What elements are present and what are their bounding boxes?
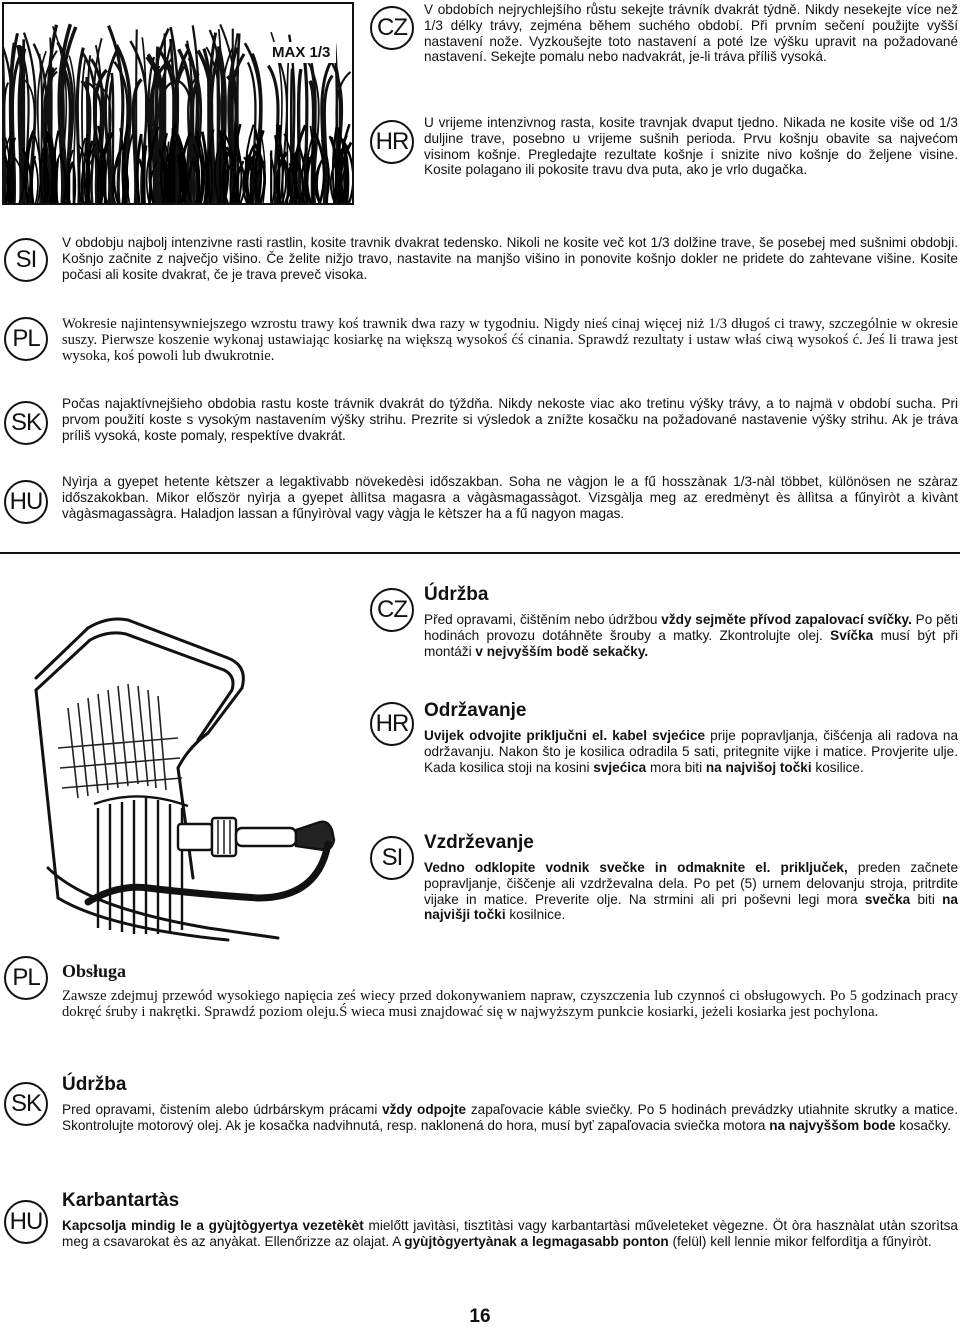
grass-blade bbox=[291, 69, 292, 203]
mowing-text-pl: Wokresie najintensywniejszego wzrostu trawy koś trawnik dwa razy w tygodniu. Nigdy nieś cinaj więcej niż 1/3 długoś ci trawy, szczególnie w okresie suszy. Pierwsze koszenie wykonaj ustawiając kosiarkę na większą wysokoś ćś cinania. Sprawdź rezultaty i ustaw właś ciwą wysokoś ć. Jeś li trawa jest wysoka, koś powoli lub dwukrotnie. bbox=[62, 316, 958, 364]
maintenance-text-sk: Pred opravami, čistením alebo údrbárskym prácami vždy odpojte zapaľovacie káble sviečky. Po 5 hodinách prevádzky utiahnite skrutky a matice. Skontrolujte motorový olej. Ak je kosačka nadvihnutá, resp. naklonená do hora, musí byť zapaľovacia sviečka motora na najvyššom bode kosačky. bbox=[62, 1102, 958, 1133]
lang-badge-hu-maintenance: HU bbox=[4, 1200, 48, 1244]
maintenance-text-pl: Zawsze zdejmuj przewód wysokiego napięcia ześ wiecy przed dokonywaniem napraw, czyszczenia lub czynnoś ci obsługowych. Po 5 godzinach pracy dokręć śruby i nakrętki. Sprawdź poziom oleju.Ś wieca musi znajdować się w najwyższym punkcie kosiarki, jeżeli kosiarka jest pochylona. bbox=[62, 988, 958, 1020]
maintenance-pl bbox=[62, 960, 958, 1020]
lang-badge-sk: SK bbox=[4, 401, 48, 445]
maintenance-text-cz: Před opravami, čištěním nebo údržbou vždy sejměte přívod zapalovací svíčky. Po pěti hodinách provozu dotáhněte šrouby a matky. Zkontrolujte olej. Svíčka musí být při montáži v nejvyšším bodě sekačky. bbox=[424, 612, 958, 659]
maintenance-sk bbox=[62, 1074, 958, 1134]
maintenance-title-cz: Údržba bbox=[424, 584, 489, 605]
maintenance-title-sk: Údržba bbox=[62, 1074, 127, 1095]
grass-blade bbox=[172, 128, 173, 203]
spark-plug-illustration bbox=[28, 568, 358, 948]
mowing-text-hr: U vrijeme intenzivnog rasta, kosite travnjak dvaput tjedno. Nikada ne kosite više od 1/3 duljine trave, posebno u vrijeme sušnih perioda. Prvu košnju obavite sa najvećom visinom košnje. Pregledajte rezultate košnje i snizite nivo košnje do željene visine. Kosite polagano ili pokosite travu dva puta, ako je vrlo dugačka. bbox=[424, 115, 958, 178]
maintenance-hr bbox=[424, 700, 958, 775]
lang-badge-pl-maintenance: PL bbox=[4, 956, 48, 1000]
lang-badge-sk-maintenance: SK bbox=[4, 1082, 48, 1126]
maintenance-cz bbox=[424, 584, 958, 659]
grass-height-figure bbox=[2, 2, 354, 205]
maintenance-title-hr: Održavanje bbox=[424, 700, 527, 721]
section-divider bbox=[0, 552, 960, 554]
mowing-text-si: V obdobju najbolj intenzivne rasti rastlin, kosite travnik dvakrat tedensko. Nikoli ne kosite več kot 1/3 dolžine trave, še posebej med sušnimi obdobji. Košnjo začnite z največjo višino. Če želite nižjo travo, nastavite na manjšo višino in ponovite košnjo dokler ne pridete do zahtevane višine. Kosite počasi ali kosite dvakrat, če je trava preveč visoka. bbox=[62, 235, 958, 282]
lang-badge-cz-maintenance: CZ bbox=[370, 588, 414, 632]
max-one-third-label: MAX 1/3 bbox=[266, 42, 336, 63]
maintenance-title-si: Vzdrževanje bbox=[424, 832, 534, 853]
page-number: 16 bbox=[469, 1306, 491, 1327]
maintenance-hu bbox=[62, 1190, 958, 1250]
maintenance-si bbox=[424, 832, 958, 923]
lang-badge-hu: HU bbox=[4, 480, 48, 524]
lang-badge-si-maintenance: SI bbox=[370, 836, 414, 880]
maintenance-title-hu: Karbantartàs bbox=[62, 1190, 180, 1211]
lang-badge-hr: HR bbox=[370, 120, 414, 164]
maintenance-text-si: Vedno odklopite vodnik svečke in odmaknite el. priključek, preden začnete popravljanje, čiščenje ali vzdrževalna dela. Po pet (5) urnem delovanju stroja, pritrdite vijake in matice. Preverite olje. Na strmini ali pri poševni legi mora svečka biti na najvišji točki kosilnice. bbox=[424, 860, 958, 923]
grass-illustration bbox=[4, 4, 352, 203]
maintenance-title-pl: Obsługa bbox=[62, 961, 127, 981]
mowing-text-sk: Počas najaktívnejšieho obdobia rastu koste trávnik dvakrát do týždňa. Nikdy nekoste viac ako tretinu výšky trávy, a to najmä v období sucha. Pri prvom použití koste s vysokým nastavením výšky strihu. Prezrite si výsledok a znížte kosačku na požadované nastavenie výšky strihu. Ak je tráva príliš vysoká, koste pomaly, respektíve dvakrát. bbox=[62, 396, 958, 443]
maintenance-text-hr: Uvijek odvojite priključni el. kabel svjećice prije popravljanja, čišćenja ali radova na održavanju. Nakon što je kosilica odradila 5 sati, pritegnite vijke i matice. Provjerite ulje. Kada kosilica stoji na kosini svjećica mora biti na najvišoj točki kosilice. bbox=[424, 728, 959, 775]
lang-badge-cz: CZ bbox=[370, 6, 414, 50]
maintenance-text-hu: Kapcsolja mindig le a gyùjtògyertya vezetèkèt mielőtt javìtàsi, tisztìtàsi vagy karbantartàsi műveleteket vègezne. Öt òra hasznàlat utàn szorìtsa meg a csavarokat ès az anyàkat. Ellenőrizze az olajat. A gyùjtògyertyànak a legmagasabb ponton (felül) kell lennie mikor felfordìtja a fűnyìròt. bbox=[62, 1218, 958, 1249]
lang-badge-pl: PL bbox=[4, 317, 48, 361]
grass-blade bbox=[217, 50, 218, 203]
mowing-text-cz: V obdobích nejrychlejšího růstu sekejte trávník dvakrát týdně. Nikdy nesekejte více než 1/3 délky trávy, zejména během suchého období. Při prvním sečení použijte vyšší nastavení nože. Vyzkoušejte toto nastavení a poté lze výšku upravit na požadované nastavení. Sekejte pomalu nebo nadvakrát, je-li tráva příliš vysoká. bbox=[424, 2, 958, 65]
lang-badge-hr-maintenance: HR bbox=[370, 702, 414, 746]
lang-badge-si: SI bbox=[4, 238, 48, 282]
mowing-text-hu: Nyìrja a gyepet hetente kètszer a legaktìvabb növekedèsi időszakban. Soha ne vàgjon le a fű hosszànak 1/3-nàl többet, különösen ne szàraz időszakokban. Mikor először nyìrja a gyepet àllìtsa magasra a vàgàsmagassàgot. Vizsgàlja meg az eredmènyt ès àllìtsa a fűnyìròt a kìvànt vàgàsmagassàgra. Haladjon lassan a fűnyìròval vagy vàgja le kètszer ha a fű nagyon magas. bbox=[62, 474, 958, 521]
grass-blade bbox=[57, 159, 58, 203]
